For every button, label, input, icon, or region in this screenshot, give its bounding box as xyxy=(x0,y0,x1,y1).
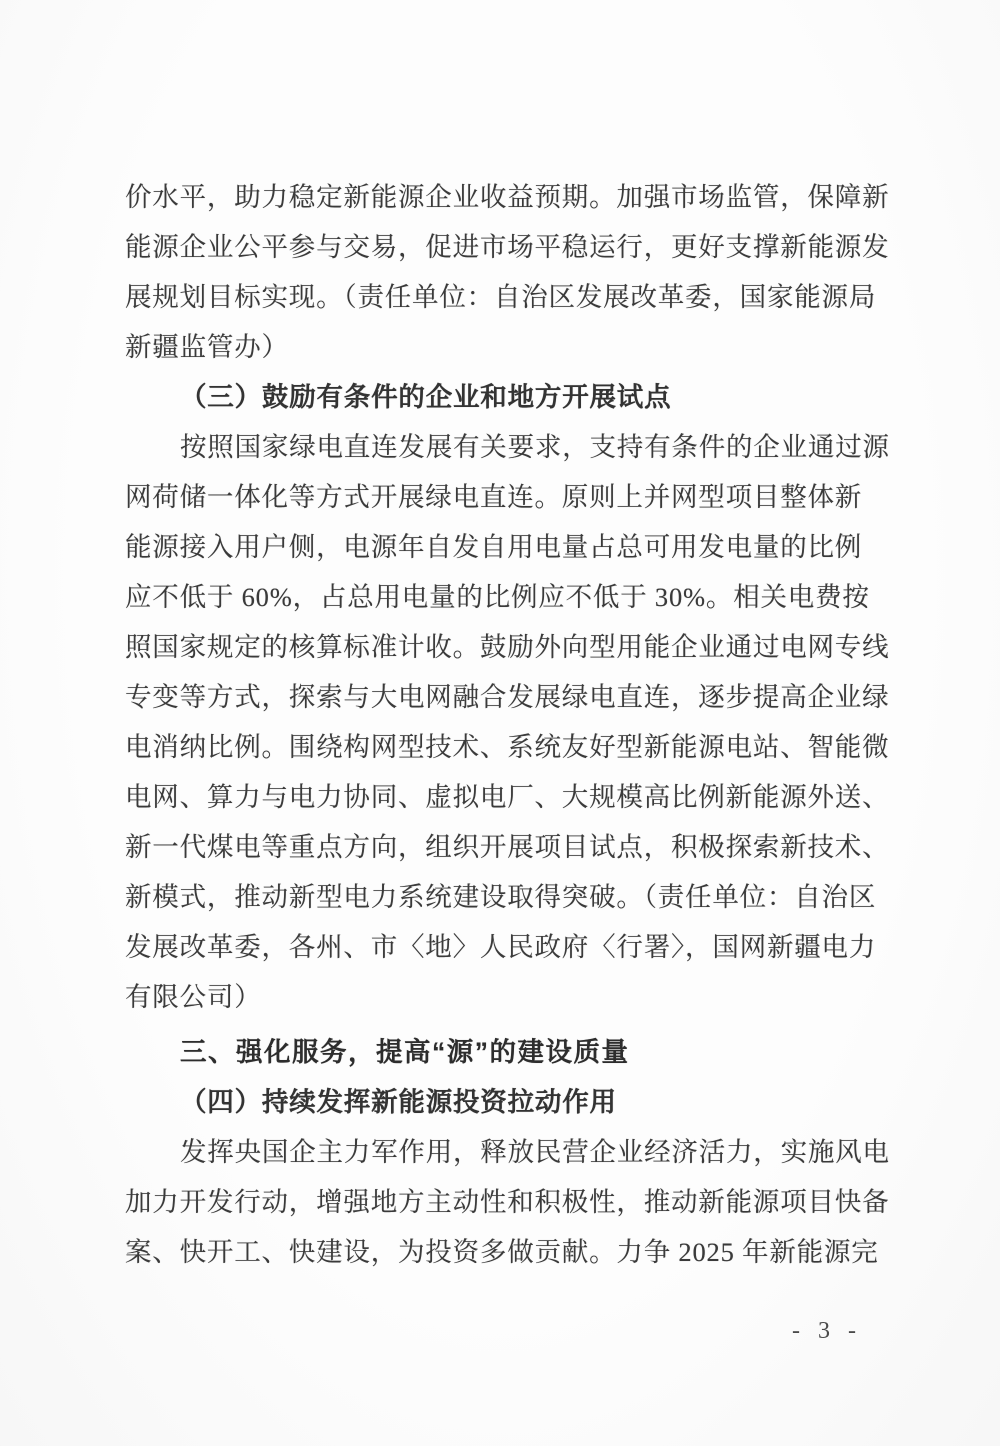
sub-section-heading: （四）持续发挥新能源投资拉动作用 xyxy=(180,1087,617,1117)
paragraph-line: 展规划目标实现。（责任单位：自治区发展改革委，国家能源局 xyxy=(125,282,877,312)
paragraph-line: 发展改革委，各州、市〈地〉人民政府〈行署〉，国网新疆电力 xyxy=(125,932,877,962)
paragraph-line: 发挥央国企主力军作用，释放民营企业经济活力，实施风电 xyxy=(180,1137,890,1167)
paragraph-line: 新疆监管办） xyxy=(125,332,289,362)
paragraph-line: 按照国家绿电直连发展有关要求，支持有条件的企业通过源 xyxy=(180,432,890,462)
paragraph-line: 加力开发行动，增强地方主动性和积极性，推动新能源项目快备 xyxy=(125,1187,890,1217)
paragraph-line: 有限公司） xyxy=(125,982,262,1012)
paragraph-line: 能源接入用户侧，电源年自发自用电量占总可用发电量的比例 xyxy=(125,532,863,562)
paragraph-line: 价水平，助力稳定新能源企业收益预期。加强市场监管，保障新 xyxy=(125,182,890,212)
paragraph-line: 应不低于 60%，占总用电量的比例应不低于 30%。相关电费按 xyxy=(125,582,870,612)
paragraph-line: 能源企业公平参与交易，促进市场平稳运行，更好支撑新能源发 xyxy=(125,232,890,262)
paragraph-line: 电消纳比例。围绕构网型技术、系统友好型新能源电站、智能微 xyxy=(125,732,890,762)
paragraph-line: 新模式，推动新型电力系统建设取得突破。（责任单位：自治区 xyxy=(125,882,877,912)
document-text-block xyxy=(125,172,890,1277)
paragraph-line: 电网、算力与电力协同、虚拟电厂、大规模高比例新能源外送、 xyxy=(125,782,890,812)
paragraph-line: 照国家规定的核算标准计收。鼓励外向型用能企业通过电网专线 xyxy=(125,632,890,662)
sub-section-heading: （三）鼓励有条件的企业和地方开展试点 xyxy=(180,382,672,412)
page-number: - 3 - xyxy=(792,1318,862,1344)
paragraph-line: 案、快开工、快建设，为投资多做贡献。力争 2025 年新能源完 xyxy=(125,1237,879,1267)
paragraph-line: 网荷储一体化等方式开展绿电直连。原则上并网型项目整体新 xyxy=(125,482,863,512)
paragraph-line: 新一代煤电等重点方向，组织开展项目试点，积极探索新技术、 xyxy=(125,832,890,862)
section-heading: 三、强化服务，提高“源”的建设质量 xyxy=(180,1037,630,1067)
paragraph-line: 专变等方式，探索与大电网融合发展绿电直连，逐步提高企业绿 xyxy=(125,682,890,712)
